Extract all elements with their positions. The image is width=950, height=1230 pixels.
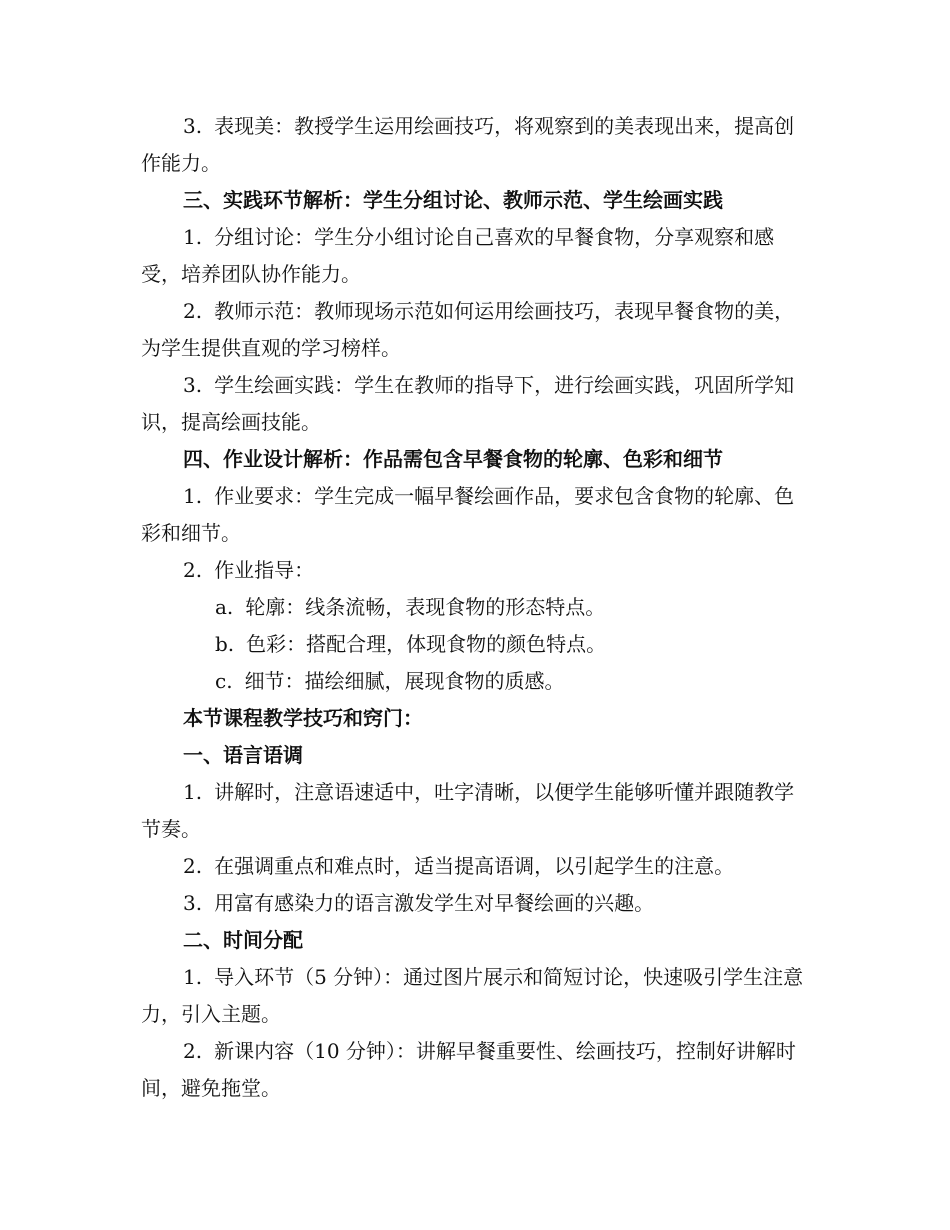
item-letter: c. — [215, 669, 233, 693]
subitem-color — [141, 626, 813, 663]
paragraph-new-content-time — [141, 1033, 813, 1107]
paragraph-express-beauty — [141, 108, 813, 182]
section-heading-time: 二、时间分配 — [183, 928, 303, 952]
section-heading-homework: 四、作业设计解析：作品需包含早餐食物的轮廓、色彩和细节 — [183, 447, 723, 471]
paragraph-introduction-time — [141, 959, 813, 1033]
subitem-detail — [141, 663, 813, 700]
paragraph-text: 表现美：教授学生运用绘画技巧，将观察到的美表现出来，提高创作能力。 — [141, 114, 795, 175]
document-body — [141, 108, 813, 1107]
item-letter: a. — [215, 595, 234, 619]
paragraph-speech-pace — [141, 774, 813, 848]
paragraph-text: 作业指导： — [214, 558, 315, 582]
item-number: 3. — [183, 373, 203, 397]
item-number: 1. — [183, 965, 203, 989]
subitem-outline — [141, 589, 813, 626]
item-number: 1. — [183, 780, 203, 804]
section-heading-tips: 本节课程教学技巧和窍门： — [183, 706, 423, 730]
subitem-text: 细节：描绘细腻，展现食物的质感。 — [244, 669, 565, 693]
item-number: 2. — [183, 299, 203, 323]
item-number: 2. — [183, 854, 203, 878]
paragraph-emphasis — [141, 848, 813, 885]
item-letter: b. — [215, 632, 235, 656]
item-number: 2. — [183, 558, 203, 582]
paragraph-text: 导入环节（5 分钟）：通过图片展示和简短讨论，快速吸引学生注意力，引入主题。 — [141, 965, 804, 1026]
paragraph-text: 学生绘画实践：学生在教师的指导下，进行绘画实践，巩固所学知识，提高绘画技能。 — [141, 373, 795, 434]
paragraph-homework-guidance — [141, 552, 813, 589]
paragraph-text: 分组讨论：学生分小组讨论自己喜欢的早餐食物，分享观察和感受，培养团队协作能力。 — [141, 225, 775, 286]
subitem-text: 色彩：搭配合理，体现食物的颜色特点。 — [246, 632, 607, 656]
paragraph-engaging-language — [141, 885, 813, 922]
paragraph-student-practice — [141, 367, 813, 441]
item-number: 3. — [183, 891, 203, 915]
subitem-text: 轮廓：线条流畅，表现食物的形态特点。 — [245, 595, 606, 619]
paragraph-teacher-demo — [141, 293, 813, 367]
paragraph-text: 作业要求：学生完成一幅早餐绘画作品，要求包含食物的轮廓、色彩和细节。 — [141, 484, 795, 545]
item-number: 1. — [183, 225, 203, 249]
section-heading-practice: 三、实践环节解析：学生分组讨论、教师示范、学生绘画实践 — [183, 188, 723, 212]
item-number: 1. — [183, 484, 203, 508]
paragraph-text: 在强调重点和难点时，适当提高语调，以引起学生的注意。 — [214, 854, 735, 878]
paragraph-text: 新课内容（10 分钟）：讲解早餐重要性、绘画技巧，控制好讲解时间，避免拖堂。 — [141, 1039, 796, 1100]
paragraph-text: 教师示范：教师现场示范如何运用绘画技巧，表现早餐食物的美，为学生提供直观的学习榜样。 — [141, 299, 795, 360]
paragraph-text: 讲解时，注意语速适中，吐字清晰，以便学生能够听懂并跟随教学节奏。 — [141, 780, 795, 841]
paragraph-group-discussion — [141, 219, 813, 293]
section-heading-language: 一、语言语调 — [183, 743, 303, 767]
paragraph-text: 用富有感染力的语言激发学生对早餐绘画的兴趣。 — [214, 891, 655, 915]
item-number: 2. — [183, 1039, 203, 1063]
item-number: 3. — [183, 114, 203, 138]
paragraph-homework-requirement — [141, 478, 813, 552]
